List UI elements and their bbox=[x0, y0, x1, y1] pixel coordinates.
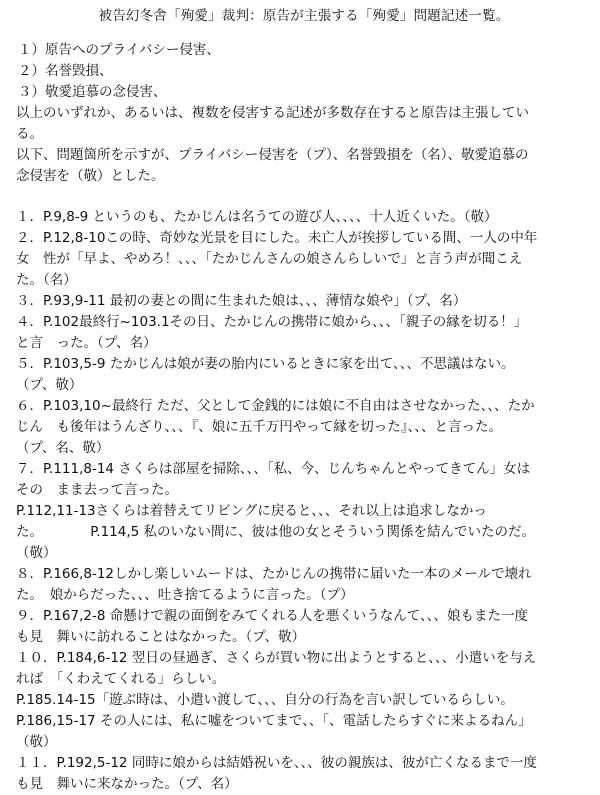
issue-line: ８．P.166,8-12しかし楽しいムードは、たかじんの携帯に届いた一本のメールで壊れ bbox=[16, 566, 532, 582]
issue-line: ７．P.111,8-14 さくらは部屋を掃除、、、「私、今、じんちゃんとやってきてん」女は bbox=[16, 461, 531, 477]
issue-line: P.112,11-13さくらは着替えてリビングに戻ると、、、それ以上は追求しなかっ bbox=[16, 503, 487, 519]
intro-section bbox=[16, 40, 592, 187]
document-title: 被告幻冬舎「殉愛」裁判：原告が主張する「殉愛」問題記述一覧。 bbox=[98, 8, 510, 24]
issue-line: じん も後年はうんざり、、、『、娘に五千万円やって縁を切った』、、、と言った。 bbox=[16, 419, 502, 435]
issue-line: P.185.14-15「遊ぶ時は、小遣い渡して、、、自分の行為を言い訳しているらしい。 bbox=[16, 692, 514, 708]
intro-line: ２）名誉毀損、 bbox=[18, 63, 113, 79]
intro-line: ３）敬愛追慕の念侵害、 bbox=[18, 84, 167, 100]
issue-line: ３．P.93,9-11 最初の妻との間に生まれた娘は、、、薄情な娘や」（プ、名） bbox=[16, 293, 467, 309]
issue-line: と言 った。（プ、名） bbox=[16, 335, 157, 351]
issue-line: れば 「くわえてくれる」らしい。 bbox=[16, 671, 226, 687]
issue-line: た。 娘からだった、、、吐き捨てるように言った。（プ） bbox=[16, 587, 354, 603]
issue-line: （敬） bbox=[16, 545, 57, 561]
issue-line: ２．P.12,8-10この時、奇妙な光景を目にした。未亡人が挨拶している間、一人の中年 bbox=[16, 230, 538, 246]
issue-line: 女 性が「早よ、やめろ！、、、「たかじんさんの娘さんらしいで」と言う声が聞こえ bbox=[16, 251, 523, 267]
issue-line: １．P.9,8-9 というのも、たかじんは名うての遊び人、、、、十人近くいた。（敬） bbox=[16, 209, 498, 225]
issue-line: も見 舞いに訪れることはなかった。（プ、敬） bbox=[16, 629, 306, 645]
issue-line: も見 舞いに来なかった。（プ、名） bbox=[16, 776, 238, 792]
issue-line: た。（名） bbox=[16, 272, 77, 288]
intro-line: 以上のいずれか、あるいは、複数を侵害する記述が多数存在すると原告は主張してい bbox=[16, 105, 529, 121]
issue-line: （プ、敬） bbox=[16, 377, 83, 393]
issue-line: （プ、名、敬） bbox=[16, 440, 110, 456]
issue-line: （敬） bbox=[16, 734, 57, 750]
intro-line: 念侵害を（敬）とした。 bbox=[16, 168, 165, 184]
issue-line: １１．P.192,5-12 同時に娘からは結婚祝いを、、、彼の親族は、彼が亡くなるまで一度 bbox=[16, 755, 537, 771]
intro-line: る。 bbox=[16, 126, 43, 142]
intro-line: 以下、問題箇所を示すが、プライバシー侵害を（プ）、名誉毀損を（名）、敬愛追慕の bbox=[16, 147, 529, 163]
issue-line: ６．P.103,10~最終行 ただ、父として金銭的には娘に不自由はさせなかった、、、たか bbox=[16, 398, 535, 414]
issue-line: P.186,15-17 その人には、私に嘘をついてまで、、「、電話したらすぐに来よるねん」 bbox=[16, 713, 532, 729]
intro-line: １）原告へのプライバシー侵害、 bbox=[18, 42, 220, 58]
issue-list bbox=[16, 207, 592, 795]
issue-line: た。 P.114,5 私のいない間に、彼は他の女とそういう関係を結んでいたのだ。 bbox=[16, 524, 536, 540]
issue-line: その まま去って言った。 bbox=[16, 482, 178, 498]
issue-line: ４．P.102最終行~103.1その日、たかじんの携帯に娘から、、、「親子の縁を切る！」 bbox=[16, 314, 528, 330]
issue-line: １０．P.184,6-12 翌日の昼過ぎ、さくらが買い物に出ようとすると、、、小遣いを与え bbox=[16, 650, 537, 666]
issue-line: ９．P.167,2-8 命懸けで親の面倒をみてくれる人を悪くいうなんて、、、娘もまた一度 bbox=[16, 608, 528, 624]
issue-line: ５．P.103,5-9 たかじんは娘が妻の胎内にいるときに家を出て、、、不思議はない。 bbox=[16, 356, 515, 372]
